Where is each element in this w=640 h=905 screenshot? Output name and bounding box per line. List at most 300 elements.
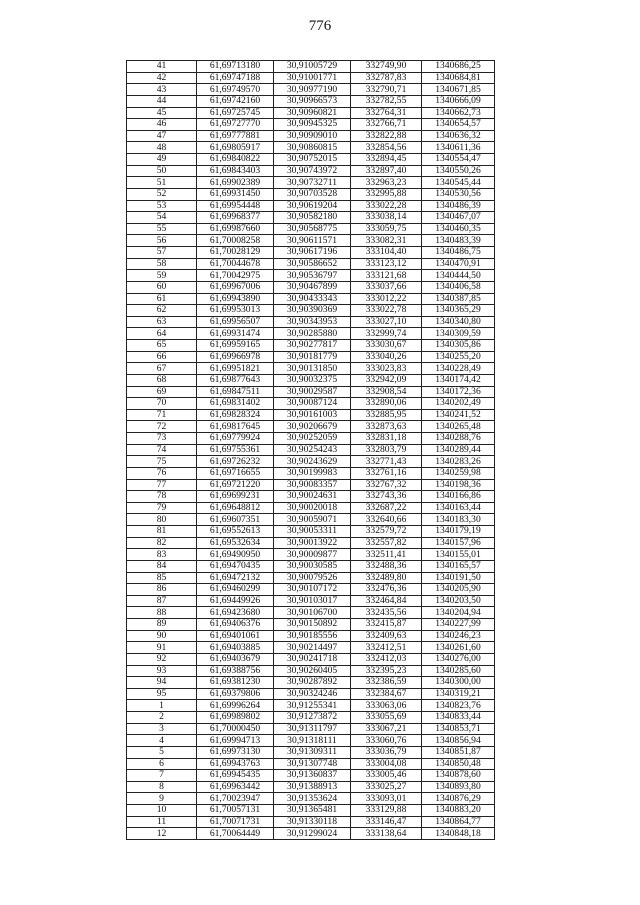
point-number-cell: 90 bbox=[127, 630, 197, 642]
longitude-cell: 30,90909010 bbox=[274, 130, 351, 142]
table-row bbox=[127, 502, 495, 514]
y-coordinate-cell: 1340227,99 bbox=[422, 619, 495, 631]
y-coordinate-cell: 1340444,50 bbox=[422, 270, 495, 282]
point-number-cell: 11 bbox=[127, 816, 197, 828]
table-row bbox=[127, 770, 495, 782]
longitude-cell: 30,90260405 bbox=[274, 665, 351, 677]
y-coordinate-cell: 1340864,77 bbox=[422, 816, 495, 828]
x-coordinate-cell: 333063,06 bbox=[351, 700, 422, 712]
longitude-cell: 30,90254243 bbox=[274, 444, 351, 456]
latitude-cell: 61,70057131 bbox=[197, 805, 274, 817]
point-number-cell: 65 bbox=[127, 340, 197, 352]
longitude-cell: 30,90181779 bbox=[274, 351, 351, 363]
longitude-cell: 30,90150892 bbox=[274, 619, 351, 631]
y-coordinate-cell: 1340276,00 bbox=[422, 653, 495, 665]
y-coordinate-cell: 1340851,87 bbox=[422, 746, 495, 758]
table-row bbox=[127, 270, 495, 282]
point-number-cell: 8 bbox=[127, 781, 197, 793]
longitude-cell: 30,90199983 bbox=[274, 467, 351, 479]
y-coordinate-cell: 1340486,75 bbox=[422, 247, 495, 259]
longitude-cell: 30,91005729 bbox=[274, 61, 351, 73]
latitude-cell: 61,69406376 bbox=[197, 619, 274, 631]
point-number-cell: 78 bbox=[127, 491, 197, 503]
x-coordinate-cell: 332749,90 bbox=[351, 61, 422, 73]
table-row bbox=[127, 816, 495, 828]
latitude-cell: 61,69755361 bbox=[197, 444, 274, 456]
y-coordinate-cell: 1340654,57 bbox=[422, 119, 495, 131]
y-coordinate-cell: 1340833,44 bbox=[422, 712, 495, 724]
point-number-cell: 53 bbox=[127, 200, 197, 212]
longitude-cell: 30,90945325 bbox=[274, 119, 351, 131]
x-coordinate-cell: 332579,72 bbox=[351, 526, 422, 538]
x-coordinate-cell: 333036,79 bbox=[351, 746, 422, 758]
latitude-cell: 61,69973130 bbox=[197, 746, 274, 758]
table-row bbox=[127, 793, 495, 805]
table-row bbox=[127, 642, 495, 654]
latitude-cell: 61,69401061 bbox=[197, 630, 274, 642]
point-number-cell: 76 bbox=[127, 467, 197, 479]
latitude-cell: 61,69460299 bbox=[197, 584, 274, 596]
longitude-cell: 30,91353624 bbox=[274, 793, 351, 805]
table-row bbox=[127, 630, 495, 642]
y-coordinate-cell: 1340636,32 bbox=[422, 130, 495, 142]
longitude-cell: 30,90241718 bbox=[274, 653, 351, 665]
point-number-cell: 79 bbox=[127, 502, 197, 514]
point-number-cell: 56 bbox=[127, 235, 197, 247]
point-number-cell: 54 bbox=[127, 212, 197, 224]
point-number-cell: 48 bbox=[127, 142, 197, 154]
latitude-cell: 61,69725745 bbox=[197, 107, 274, 119]
x-coordinate-cell: 333060,76 bbox=[351, 735, 422, 747]
latitude-cell: 61,69953013 bbox=[197, 305, 274, 317]
longitude-cell: 30,90243629 bbox=[274, 456, 351, 468]
y-coordinate-cell: 1340340,80 bbox=[422, 316, 495, 328]
longitude-cell: 30,90030585 bbox=[274, 560, 351, 572]
x-coordinate-cell: 332767,32 bbox=[351, 479, 422, 491]
x-coordinate-cell: 333005,46 bbox=[351, 770, 422, 782]
table-row bbox=[127, 374, 495, 386]
latitude-cell: 61,69552613 bbox=[197, 526, 274, 538]
point-number-cell: 87 bbox=[127, 595, 197, 607]
longitude-cell: 30,90277817 bbox=[274, 340, 351, 352]
y-coordinate-cell: 1340856,94 bbox=[422, 735, 495, 747]
table-row bbox=[127, 479, 495, 491]
table-row bbox=[127, 781, 495, 793]
point-number-cell: 81 bbox=[127, 526, 197, 538]
table-row bbox=[127, 223, 495, 235]
point-number-cell: 55 bbox=[127, 223, 197, 235]
point-number-cell: 51 bbox=[127, 177, 197, 189]
point-number-cell: 9 bbox=[127, 793, 197, 805]
y-coordinate-cell: 1340203,50 bbox=[422, 595, 495, 607]
x-coordinate-cell: 332687,22 bbox=[351, 502, 422, 514]
table-row bbox=[127, 386, 495, 398]
latitude-cell: 61,69943890 bbox=[197, 293, 274, 305]
latitude-cell: 61,69954448 bbox=[197, 200, 274, 212]
longitude-cell: 30,91273872 bbox=[274, 712, 351, 724]
longitude-cell: 30,90568775 bbox=[274, 223, 351, 235]
longitude-cell: 30,90977190 bbox=[274, 84, 351, 96]
table-row bbox=[127, 409, 495, 421]
point-number-cell: 52 bbox=[127, 188, 197, 200]
x-coordinate-cell: 332511,41 bbox=[351, 549, 422, 561]
latitude-cell: 61,69902389 bbox=[197, 177, 274, 189]
point-number-cell: 93 bbox=[127, 665, 197, 677]
point-number-cell: 83 bbox=[127, 549, 197, 561]
longitude-cell: 30,91365481 bbox=[274, 805, 351, 817]
point-number-cell: 94 bbox=[127, 677, 197, 689]
y-coordinate-cell: 1340228,49 bbox=[422, 363, 495, 375]
table-row bbox=[127, 677, 495, 689]
longitude-cell: 30,90107172 bbox=[274, 584, 351, 596]
x-coordinate-cell: 332743,36 bbox=[351, 491, 422, 503]
table-row bbox=[127, 456, 495, 468]
latitude-cell: 61,69805917 bbox=[197, 142, 274, 154]
x-coordinate-cell: 333055,69 bbox=[351, 712, 422, 724]
point-number-cell: 60 bbox=[127, 281, 197, 293]
longitude-cell: 30,90103017 bbox=[274, 595, 351, 607]
longitude-cell: 30,90752015 bbox=[274, 154, 351, 166]
latitude-cell: 61,69532634 bbox=[197, 537, 274, 549]
x-coordinate-cell: 332790,71 bbox=[351, 84, 422, 96]
y-coordinate-cell: 1340300,00 bbox=[422, 677, 495, 689]
y-coordinate-cell: 1340174,42 bbox=[422, 374, 495, 386]
y-coordinate-cell: 1340155,01 bbox=[422, 549, 495, 561]
y-coordinate-cell: 1340172,36 bbox=[422, 386, 495, 398]
table-row bbox=[127, 142, 495, 154]
longitude-cell: 30,90960821 bbox=[274, 107, 351, 119]
table-row bbox=[127, 281, 495, 293]
x-coordinate-cell: 332942,09 bbox=[351, 374, 422, 386]
y-coordinate-cell: 1340470,91 bbox=[422, 258, 495, 270]
table-row bbox=[127, 828, 495, 840]
y-coordinate-cell: 1340191,50 bbox=[422, 572, 495, 584]
table-row bbox=[127, 572, 495, 584]
longitude-cell: 30,91388913 bbox=[274, 781, 351, 793]
longitude-cell: 30,90185556 bbox=[274, 630, 351, 642]
latitude-cell: 61,69713180 bbox=[197, 61, 274, 73]
x-coordinate-cell: 332894,45 bbox=[351, 154, 422, 166]
latitude-cell: 61,70042975 bbox=[197, 270, 274, 282]
table-row bbox=[127, 200, 495, 212]
point-number-cell: 69 bbox=[127, 386, 197, 398]
table-row bbox=[127, 130, 495, 142]
x-coordinate-cell: 332822,88 bbox=[351, 130, 422, 142]
longitude-cell: 30,90467899 bbox=[274, 281, 351, 293]
table-row bbox=[127, 688, 495, 700]
latitude-cell: 61,70008258 bbox=[197, 235, 274, 247]
table-row bbox=[127, 758, 495, 770]
longitude-cell: 30,90324246 bbox=[274, 688, 351, 700]
point-number-cell: 47 bbox=[127, 130, 197, 142]
latitude-cell: 61,70028129 bbox=[197, 247, 274, 259]
point-number-cell: 70 bbox=[127, 398, 197, 410]
longitude-cell: 30,91318111 bbox=[274, 735, 351, 747]
longitude-cell: 30,90087124 bbox=[274, 398, 351, 410]
table-row bbox=[127, 607, 495, 619]
table-row bbox=[127, 72, 495, 84]
latitude-cell: 61,69963442 bbox=[197, 781, 274, 793]
point-number-cell: 80 bbox=[127, 514, 197, 526]
point-number-cell: 92 bbox=[127, 653, 197, 665]
x-coordinate-cell: 332897,40 bbox=[351, 165, 422, 177]
table-row bbox=[127, 212, 495, 224]
x-coordinate-cell: 333012,22 bbox=[351, 293, 422, 305]
table-row bbox=[127, 653, 495, 665]
y-coordinate-cell: 1340530,56 bbox=[422, 188, 495, 200]
table-row bbox=[127, 712, 495, 724]
y-coordinate-cell: 1340878,60 bbox=[422, 770, 495, 782]
longitude-cell: 30,90161003 bbox=[274, 409, 351, 421]
table-row bbox=[127, 188, 495, 200]
y-coordinate-cell: 1340157,96 bbox=[422, 537, 495, 549]
longitude-cell: 30,90059071 bbox=[274, 514, 351, 526]
latitude-cell: 61,70023947 bbox=[197, 793, 274, 805]
point-number-cell: 57 bbox=[127, 247, 197, 259]
y-coordinate-cell: 1340198,36 bbox=[422, 479, 495, 491]
table-row bbox=[127, 526, 495, 538]
y-coordinate-cell: 1340486,39 bbox=[422, 200, 495, 212]
table-row bbox=[127, 258, 495, 270]
point-number-cell: 77 bbox=[127, 479, 197, 491]
y-coordinate-cell: 1340684,81 bbox=[422, 72, 495, 84]
y-coordinate-cell: 1340823,76 bbox=[422, 700, 495, 712]
longitude-cell: 30,90285880 bbox=[274, 328, 351, 340]
table-row bbox=[127, 351, 495, 363]
y-coordinate-cell: 1340876,29 bbox=[422, 793, 495, 805]
table-row bbox=[127, 293, 495, 305]
longitude-cell: 30,90586652 bbox=[274, 258, 351, 270]
table-row bbox=[127, 433, 495, 445]
y-coordinate-cell: 1340611,36 bbox=[422, 142, 495, 154]
y-coordinate-cell: 1340285,60 bbox=[422, 665, 495, 677]
latitude-cell: 61,69472132 bbox=[197, 572, 274, 584]
x-coordinate-cell: 332999,74 bbox=[351, 328, 422, 340]
longitude-cell: 30,90732711 bbox=[274, 177, 351, 189]
longitude-cell: 30,90617196 bbox=[274, 247, 351, 259]
longitude-cell: 30,91311797 bbox=[274, 723, 351, 735]
x-coordinate-cell: 333146,47 bbox=[351, 816, 422, 828]
point-number-cell: 7 bbox=[127, 770, 197, 782]
x-coordinate-cell: 332764,31 bbox=[351, 107, 422, 119]
point-number-cell: 88 bbox=[127, 607, 197, 619]
point-number-cell: 71 bbox=[127, 409, 197, 421]
x-coordinate-cell: 332854,56 bbox=[351, 142, 422, 154]
latitude-cell: 61,69994713 bbox=[197, 735, 274, 747]
longitude-cell: 30,91001771 bbox=[274, 72, 351, 84]
table-row bbox=[127, 398, 495, 410]
y-coordinate-cell: 1340259,98 bbox=[422, 467, 495, 479]
latitude-cell: 61,69877643 bbox=[197, 374, 274, 386]
point-number-cell: 45 bbox=[127, 107, 197, 119]
point-number-cell: 66 bbox=[127, 351, 197, 363]
point-number-cell: 91 bbox=[127, 642, 197, 654]
latitude-cell: 61,69777881 bbox=[197, 130, 274, 142]
y-coordinate-cell: 1340893,80 bbox=[422, 781, 495, 793]
latitude-cell: 61,69945435 bbox=[197, 770, 274, 782]
y-coordinate-cell: 1340319,21 bbox=[422, 688, 495, 700]
x-coordinate-cell: 333129,88 bbox=[351, 805, 422, 817]
point-number-cell: 61 bbox=[127, 293, 197, 305]
longitude-cell: 30,91255341 bbox=[274, 700, 351, 712]
latitude-cell: 61,69956507 bbox=[197, 316, 274, 328]
latitude-cell: 61,69968377 bbox=[197, 212, 274, 224]
y-coordinate-cell: 1340179,19 bbox=[422, 526, 495, 538]
x-coordinate-cell: 333022,28 bbox=[351, 200, 422, 212]
latitude-cell: 61,69388756 bbox=[197, 665, 274, 677]
longitude-cell: 30,90743972 bbox=[274, 165, 351, 177]
longitude-cell: 30,91330118 bbox=[274, 816, 351, 828]
x-coordinate-cell: 332464,84 bbox=[351, 595, 422, 607]
latitude-cell: 61,69607351 bbox=[197, 514, 274, 526]
x-coordinate-cell: 333138,64 bbox=[351, 828, 422, 840]
y-coordinate-cell: 1340246,23 bbox=[422, 630, 495, 642]
y-coordinate-cell: 1340288,76 bbox=[422, 433, 495, 445]
table-row bbox=[127, 61, 495, 73]
latitude-cell: 61,69749570 bbox=[197, 84, 274, 96]
y-coordinate-cell: 1340467,07 bbox=[422, 212, 495, 224]
latitude-cell: 61,69727770 bbox=[197, 119, 274, 131]
x-coordinate-cell: 332995,88 bbox=[351, 188, 422, 200]
x-coordinate-cell: 332412,51 bbox=[351, 642, 422, 654]
point-number-cell: 82 bbox=[127, 537, 197, 549]
y-coordinate-cell: 1340205,90 bbox=[422, 584, 495, 596]
longitude-cell: 30,90433343 bbox=[274, 293, 351, 305]
x-coordinate-cell: 332908,54 bbox=[351, 386, 422, 398]
x-coordinate-cell: 332831,18 bbox=[351, 433, 422, 445]
x-coordinate-cell: 332415,87 bbox=[351, 619, 422, 631]
point-number-cell: 3 bbox=[127, 723, 197, 735]
y-coordinate-cell: 1340283,26 bbox=[422, 456, 495, 468]
latitude-cell: 61,69726232 bbox=[197, 456, 274, 468]
longitude-cell: 30,90083357 bbox=[274, 479, 351, 491]
y-coordinate-cell: 1340686,25 bbox=[422, 61, 495, 73]
point-number-cell: 84 bbox=[127, 560, 197, 572]
latitude-cell: 61,69966978 bbox=[197, 351, 274, 363]
x-coordinate-cell: 332384,67 bbox=[351, 688, 422, 700]
latitude-cell: 61,69721220 bbox=[197, 479, 274, 491]
y-coordinate-cell: 1340265,48 bbox=[422, 421, 495, 433]
table-row bbox=[127, 247, 495, 259]
latitude-cell: 61,69840822 bbox=[197, 154, 274, 166]
point-number-cell: 12 bbox=[127, 828, 197, 840]
point-number-cell: 62 bbox=[127, 305, 197, 317]
table-row bbox=[127, 467, 495, 479]
x-coordinate-cell: 333027,10 bbox=[351, 316, 422, 328]
x-coordinate-cell: 333121,68 bbox=[351, 270, 422, 282]
point-number-cell: 59 bbox=[127, 270, 197, 282]
x-coordinate-cell: 333037,66 bbox=[351, 281, 422, 293]
y-coordinate-cell: 1340666,09 bbox=[422, 95, 495, 107]
y-coordinate-cell: 1340848,18 bbox=[422, 828, 495, 840]
longitude-cell: 30,91309311 bbox=[274, 746, 351, 758]
coordinates-table-body bbox=[127, 61, 495, 840]
latitude-cell: 61,69828324 bbox=[197, 409, 274, 421]
longitude-cell: 30,90252059 bbox=[274, 433, 351, 445]
latitude-cell: 61,69943763 bbox=[197, 758, 274, 770]
point-number-cell: 4 bbox=[127, 735, 197, 747]
longitude-cell: 30,90703528 bbox=[274, 188, 351, 200]
longitude-cell: 30,90214497 bbox=[274, 642, 351, 654]
table-row bbox=[127, 560, 495, 572]
latitude-cell: 61,69470435 bbox=[197, 560, 274, 572]
longitude-cell: 30,90024631 bbox=[274, 491, 351, 503]
longitude-cell: 30,90343953 bbox=[274, 316, 351, 328]
y-coordinate-cell: 1340365,29 bbox=[422, 305, 495, 317]
latitude-cell: 61,70044678 bbox=[197, 258, 274, 270]
x-coordinate-cell: 332782,55 bbox=[351, 95, 422, 107]
y-coordinate-cell: 1340183,30 bbox=[422, 514, 495, 526]
longitude-cell: 30,91307748 bbox=[274, 758, 351, 770]
latitude-cell: 61,69951821 bbox=[197, 363, 274, 375]
y-coordinate-cell: 1340671,85 bbox=[422, 84, 495, 96]
point-number-cell: 73 bbox=[127, 433, 197, 445]
y-coordinate-cell: 1340241,52 bbox=[422, 409, 495, 421]
y-coordinate-cell: 1340305,86 bbox=[422, 340, 495, 352]
table-row bbox=[127, 316, 495, 328]
table-row bbox=[127, 444, 495, 456]
y-coordinate-cell: 1340261,60 bbox=[422, 642, 495, 654]
latitude-cell: 61,69847511 bbox=[197, 386, 274, 398]
table-row bbox=[127, 165, 495, 177]
y-coordinate-cell: 1340853,71 bbox=[422, 723, 495, 735]
longitude-cell: 30,90860815 bbox=[274, 142, 351, 154]
y-coordinate-cell: 1340850,48 bbox=[422, 758, 495, 770]
y-coordinate-cell: 1340255,20 bbox=[422, 351, 495, 363]
point-number-cell: 2 bbox=[127, 712, 197, 724]
x-coordinate-cell: 332386,59 bbox=[351, 677, 422, 689]
point-number-cell: 89 bbox=[127, 619, 197, 631]
latitude-cell: 61,69779924 bbox=[197, 433, 274, 445]
table-row bbox=[127, 584, 495, 596]
latitude-cell: 61,69987660 bbox=[197, 223, 274, 235]
y-coordinate-cell: 1340550,26 bbox=[422, 165, 495, 177]
point-number-cell: 49 bbox=[127, 154, 197, 166]
point-number-cell: 86 bbox=[127, 584, 197, 596]
longitude-cell: 30,90029587 bbox=[274, 386, 351, 398]
table-row bbox=[127, 305, 495, 317]
table-row bbox=[127, 549, 495, 561]
y-coordinate-cell: 1340662,73 bbox=[422, 107, 495, 119]
x-coordinate-cell: 332787,83 bbox=[351, 72, 422, 84]
x-coordinate-cell: 332890,06 bbox=[351, 398, 422, 410]
table-row bbox=[127, 537, 495, 549]
table-row bbox=[127, 805, 495, 817]
y-coordinate-cell: 1340309,59 bbox=[422, 328, 495, 340]
x-coordinate-cell: 333093,01 bbox=[351, 793, 422, 805]
longitude-cell: 30,90131850 bbox=[274, 363, 351, 375]
longitude-cell: 30,90020018 bbox=[274, 502, 351, 514]
latitude-cell: 61,69996264 bbox=[197, 700, 274, 712]
longitude-cell: 30,90390369 bbox=[274, 305, 351, 317]
table-row bbox=[127, 421, 495, 433]
latitude-cell: 61,69747188 bbox=[197, 72, 274, 84]
latitude-cell: 61,69831402 bbox=[197, 398, 274, 410]
table-row bbox=[127, 746, 495, 758]
latitude-cell: 61,69843403 bbox=[197, 165, 274, 177]
latitude-cell: 61,70000450 bbox=[197, 723, 274, 735]
y-coordinate-cell: 1340163,44 bbox=[422, 502, 495, 514]
x-coordinate-cell: 333023,83 bbox=[351, 363, 422, 375]
longitude-cell: 30,90287892 bbox=[274, 677, 351, 689]
x-coordinate-cell: 332803,79 bbox=[351, 444, 422, 456]
longitude-cell: 30,91360837 bbox=[274, 770, 351, 782]
longitude-cell: 30,90013922 bbox=[274, 537, 351, 549]
table-row bbox=[127, 619, 495, 631]
x-coordinate-cell: 332873,63 bbox=[351, 421, 422, 433]
x-coordinate-cell: 332771,43 bbox=[351, 456, 422, 468]
latitude-cell: 61,69381230 bbox=[197, 677, 274, 689]
